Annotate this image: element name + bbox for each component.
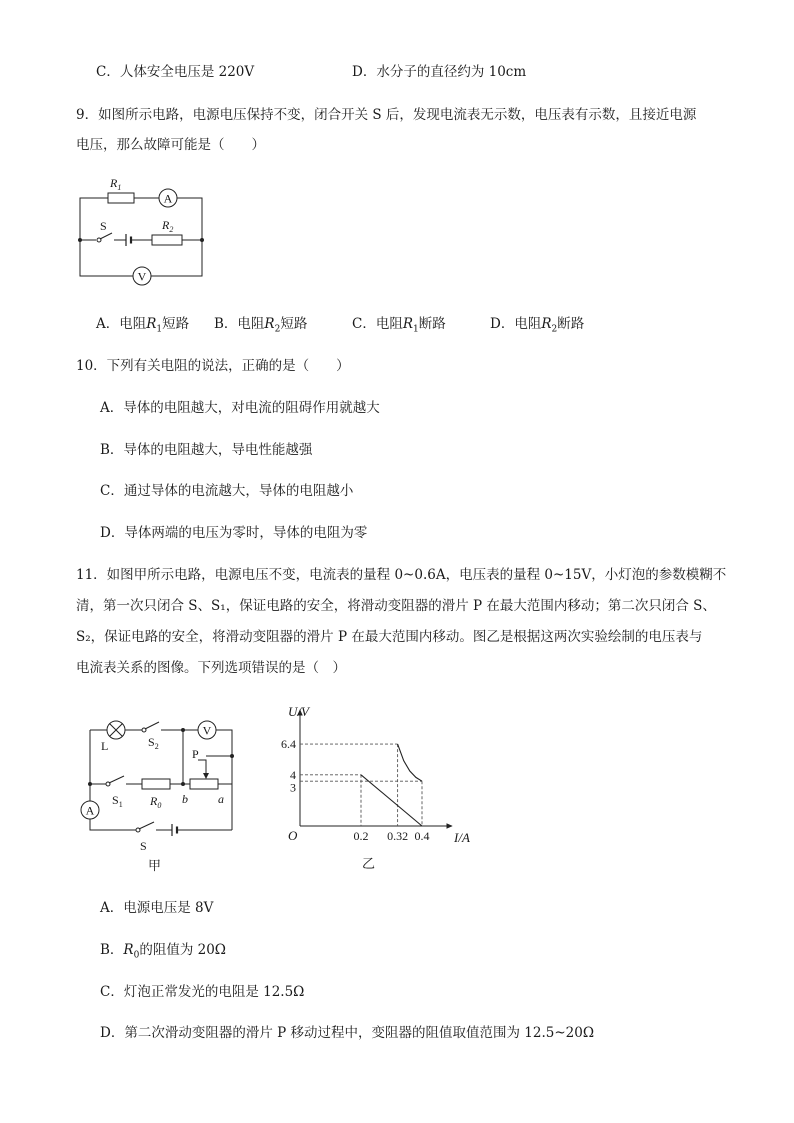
- q11-x-tick-1: 0.32: [387, 829, 409, 843]
- q9-stem-line2: 电压，那么故障可能是（ ）: [76, 137, 265, 153]
- q9-r1-label: R: [110, 176, 118, 190]
- q11-stem-line4: 电流表关系的图像。下列选项错误的是（ ）: [76, 660, 346, 676]
- q10-option-d: D．导体两端的电压为零时，导体的电阻为零: [100, 525, 368, 541]
- q10-stem: 10．下列有关电阻的说法，正确的是（ ）: [76, 358, 350, 374]
- q11-series-0: [361, 775, 422, 826]
- q11-caption-jia: 甲: [148, 858, 162, 873]
- svg-text:A: A: [85, 803, 95, 818]
- q9-option-b: B．电阻$R_2$短路: [214, 316, 308, 335]
- q11-s1-label: S: [112, 793, 119, 807]
- svg-text:R2: $R_2$: [162, 218, 174, 234]
- q11-option-d: D．第二次滑动变阻器的滑片 P 移动过程中，变阻器的阻值取值范围为 12.5~20Ω: [100, 1025, 595, 1041]
- q11-r0-label: R: [150, 794, 158, 808]
- q11-s2-label: S: [148, 735, 155, 749]
- q11-origin-label: O: [288, 828, 298, 843]
- q11-switch-s2: [145, 722, 159, 729]
- q11-rheostat: [190, 779, 218, 789]
- q8-option-c: C．人体安全电压是 220V: [96, 64, 255, 80]
- q11-x-tick-2: 0.4: [414, 829, 430, 843]
- q9-voltmeter-label: V: [137, 269, 147, 284]
- q11-y-axis-label: U/V: [288, 704, 309, 719]
- q10-option-a: A．导体的电阻越大，对电流的阻碍作用就越大: [100, 400, 380, 416]
- q11-stem-line1: 11．如图甲所示电路，电源电压不变，电流表的量程 0~0.6A，电压表的量程 0~15V，小灯泡的参数模糊不: [76, 567, 727, 583]
- q9-switch-label: S: [100, 219, 107, 233]
- q11-switch-s1: [109, 776, 124, 783]
- q11-option-b: B．$R_0$的阻值为 20Ω: [100, 942, 226, 961]
- q11-stem-line3: S₂，保证电路的安全，将滑动变阻器的滑片 P 在最大范围内移动。图乙是根据这两次实验绘制的电压表与: [76, 629, 703, 645]
- q10-option-b: B．导体的电阻越大，导电性能越强: [100, 442, 313, 458]
- q9-resistor-r2: [152, 235, 182, 245]
- svg-text:R0: $R_0$: [150, 794, 162, 810]
- q11-p-label: P: [192, 747, 199, 761]
- q11-graph-yi: [270, 700, 470, 870]
- q11-x-tick-0: 0.2: [353, 829, 369, 843]
- q11-s-label: S: [140, 839, 147, 853]
- q11-x-axis-label: I/A: [454, 830, 470, 845]
- q11-stem-line2: 清，第一次只闭合 S、S₁，保证电路的安全，将滑动变阻器的滑片 P 在最大范围内移动；第二次只闭合 S、: [76, 598, 716, 614]
- q9-switch-s: [100, 233, 112, 239]
- q11-b-label: b: [182, 792, 188, 806]
- q8-option-d: D．水分子的直径约为 10cm: [352, 64, 527, 80]
- svg-text:S1: $S_1$: [112, 793, 123, 809]
- q11-resistor-r0: [142, 779, 170, 789]
- q9-circuit-diagram: [74, 172, 214, 282]
- q9-ammeter-label: A: [163, 191, 173, 206]
- q9-option-d: D．电阻$R_2$断路: [490, 316, 585, 335]
- q10-option-c: C．通过导体的电流越大，导体的电阻越小: [100, 483, 354, 499]
- q11-switch-s: [139, 822, 154, 829]
- q11-y-tick-1: 4: [290, 767, 296, 782]
- q11-caption-yi: 乙: [362, 856, 376, 871]
- q9-r2-label: R: [162, 218, 170, 232]
- q11-option-a: A．电源电压是 8V: [100, 900, 214, 916]
- q9-option-c: C．电阻$R_1$断路: [352, 316, 446, 335]
- q11-option-c: C．灯泡正常发光的电阻是 12.5Ω: [100, 984, 305, 1000]
- q9-resistor-r1: [108, 193, 134, 203]
- q9-stem-line1: 9．如图所示电路，电源电压保持不变，闭合开关 S 后，发现电流表无示数，电压表有示数，且接近电源: [76, 107, 697, 123]
- q9-option-a: A．电阻$R_1$短路: [96, 316, 190, 335]
- q11-lamp-label: L: [101, 739, 109, 753]
- q11-circuit-jia: [74, 708, 244, 878]
- svg-text:S2: $S_2$: [148, 735, 159, 751]
- q11-y-tick-2: 6.4: [281, 737, 296, 752]
- q11-series-1: [398, 744, 422, 781]
- svg-text:V: V: [202, 723, 212, 738]
- svg-text:R1: $R_1$: [110, 176, 122, 192]
- q11-a-label: a: [218, 792, 224, 806]
- q11-y-tick-0: 3: [290, 780, 296, 795]
